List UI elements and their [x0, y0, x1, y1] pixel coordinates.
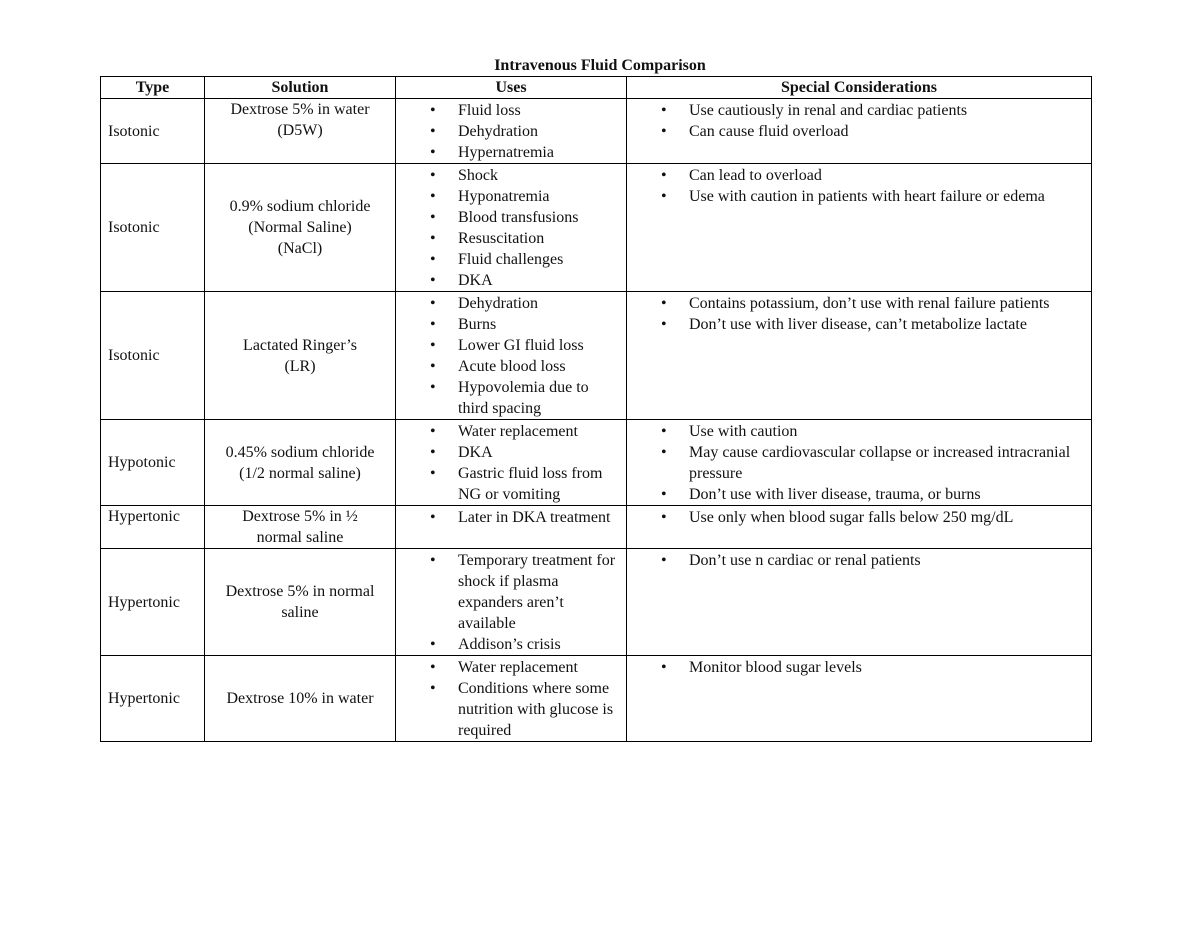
considerations-list: [627, 657, 1091, 678]
header-row: [101, 77, 1092, 99]
use-item: • Acute blood loss: [396, 356, 626, 377]
use-item: • Shock: [396, 165, 626, 186]
consideration-item: • May cause cardiovascular collapse or increased intracranial pressure: [627, 442, 1091, 484]
consideration-item: • Can lead to overload: [627, 165, 1091, 186]
consideration-item: • Use with caution: [627, 421, 1091, 442]
consideration-item: • Can cause fluid overload: [627, 121, 1091, 142]
use-item: • Water replacement: [396, 421, 626, 442]
solution-line: 0.45% sodium chloride: [225, 443, 375, 461]
use-item: • Hypovolemia due to third spacing: [396, 377, 626, 419]
considerations-cell: [627, 292, 1092, 420]
use-item: • Lower GI fluid loss: [396, 335, 626, 356]
considerations-list: [627, 507, 1091, 528]
use-item: • Dehydration: [396, 121, 626, 142]
table-row: [101, 549, 1092, 656]
considerations-cell: [627, 656, 1092, 742]
table-row: [101, 656, 1092, 742]
solution-cell: [205, 506, 396, 549]
uses-list: [396, 100, 626, 163]
table-row: [101, 99, 1092, 164]
considerations-cell: [627, 99, 1092, 164]
use-item: • Resuscitation: [396, 228, 626, 249]
solution-cell: [205, 292, 396, 420]
consideration-item: • Contains potassium, don’t use with renal failure patients: [627, 293, 1091, 314]
use-item: • Water replacement: [396, 657, 626, 678]
header-solution: Solution: [205, 77, 396, 99]
solution-cell: [205, 99, 396, 164]
uses-list: [396, 165, 626, 291]
header-uses: Uses: [396, 77, 627, 99]
use-item: • Fluid loss: [396, 100, 626, 121]
type-cell: Hypertonic: [101, 656, 205, 742]
use-item: • Temporary treatment for shock if plasma expanders aren’t available: [396, 550, 626, 634]
consideration-item: • Use only when blood sugar falls below 250 mg/dL: [627, 507, 1091, 528]
solution-line: Dextrose 5% in water: [230, 101, 370, 118]
table-row: [101, 292, 1092, 420]
type-cell: Isotonic: [101, 292, 205, 420]
uses-cell: [396, 292, 627, 420]
solution-line: normal saline: [256, 529, 344, 546]
solution-line: Dextrose 10% in water: [226, 690, 374, 707]
use-item: • DKA: [396, 270, 626, 291]
considerations-list: [627, 293, 1091, 335]
type-cell: Hypertonic: [101, 549, 205, 656]
consideration-item: • Don’t use with liver disease, trauma, or burns: [627, 484, 1091, 505]
considerations-list: [627, 165, 1091, 207]
considerations-cell: [627, 506, 1092, 549]
use-item: • Hypernatremia: [396, 142, 626, 163]
solution-line: Dextrose 5% in normal: [225, 583, 375, 600]
header-type: Type: [101, 77, 205, 99]
table-row: [101, 506, 1092, 549]
use-item: • Blood transfusions: [396, 207, 626, 228]
consideration-item: • Monitor blood sugar levels: [627, 657, 1091, 678]
considerations-cell: [627, 549, 1092, 656]
iv-fluid-table: [100, 76, 1092, 742]
solution-line: 0.9% sodium chloride: [229, 198, 371, 215]
solution-line: (1/2 normal saline): [239, 464, 361, 482]
considerations-list: [627, 550, 1091, 571]
use-item: • Gastric fluid loss from NG or vomiting: [396, 463, 626, 505]
uses-cell: [396, 656, 627, 742]
consideration-item: • Use cautiously in renal and cardiac patients: [627, 100, 1091, 121]
table-row: [101, 420, 1092, 506]
type-cell: Hypotonic: [101, 420, 205, 506]
use-item: • Addison’s crisis: [396, 634, 626, 655]
solution-line: (D5W): [277, 122, 323, 139]
considerations-list: [627, 100, 1091, 142]
uses-list: [396, 550, 626, 655]
consideration-item: • Use with caution in patients with heart failure or edema: [627, 186, 1091, 207]
solution-line: saline: [281, 604, 319, 621]
solution-cell: [205, 549, 396, 656]
consideration-item: • Don’t use n cardiac or renal patients: [627, 550, 1091, 571]
use-item: • Conditions where some nutrition with glucose is required: [396, 678, 626, 741]
considerations-cell: [627, 420, 1092, 506]
type-cell: Isotonic: [101, 164, 205, 292]
solution-cell: [205, 164, 396, 292]
uses-list: [396, 657, 626, 741]
uses-cell: [396, 99, 627, 164]
use-item: • Dehydration: [396, 293, 626, 314]
uses-list: [396, 421, 626, 505]
use-item: • Later in DKA treatment: [396, 507, 626, 528]
use-item: • Fluid challenges: [396, 249, 626, 270]
solution-cell: [205, 420, 396, 506]
uses-list: [396, 507, 626, 528]
page-title: Intravenous Fluid Comparison: [494, 57, 706, 74]
solution-line: Dextrose 5% in ½: [242, 508, 358, 525]
use-item: • Burns: [396, 314, 626, 335]
consideration-item: • Don’t use with liver disease, can’t metabolize lactate: [627, 314, 1091, 335]
uses-cell: [396, 420, 627, 506]
uses-cell: [396, 549, 627, 656]
use-item: • DKA: [396, 442, 626, 463]
solution-cell: [205, 656, 396, 742]
solution-line: (LR): [284, 357, 316, 375]
uses-list: [396, 293, 626, 419]
header-special-considerations: Special Considerations: [627, 77, 1092, 99]
considerations-cell: [627, 164, 1092, 292]
solution-line: (Normal Saline): [248, 219, 352, 236]
type-cell: Hypertonic: [101, 506, 205, 549]
table-row: [101, 164, 1092, 292]
use-item: • Hyponatremia: [396, 186, 626, 207]
solution-line: (NaCl): [277, 240, 323, 257]
type-cell: Isotonic: [101, 99, 205, 164]
considerations-list: [627, 421, 1091, 505]
uses-cell: [396, 164, 627, 292]
solution-line: Lactated Ringer’s: [243, 336, 357, 354]
uses-cell: [396, 506, 627, 549]
